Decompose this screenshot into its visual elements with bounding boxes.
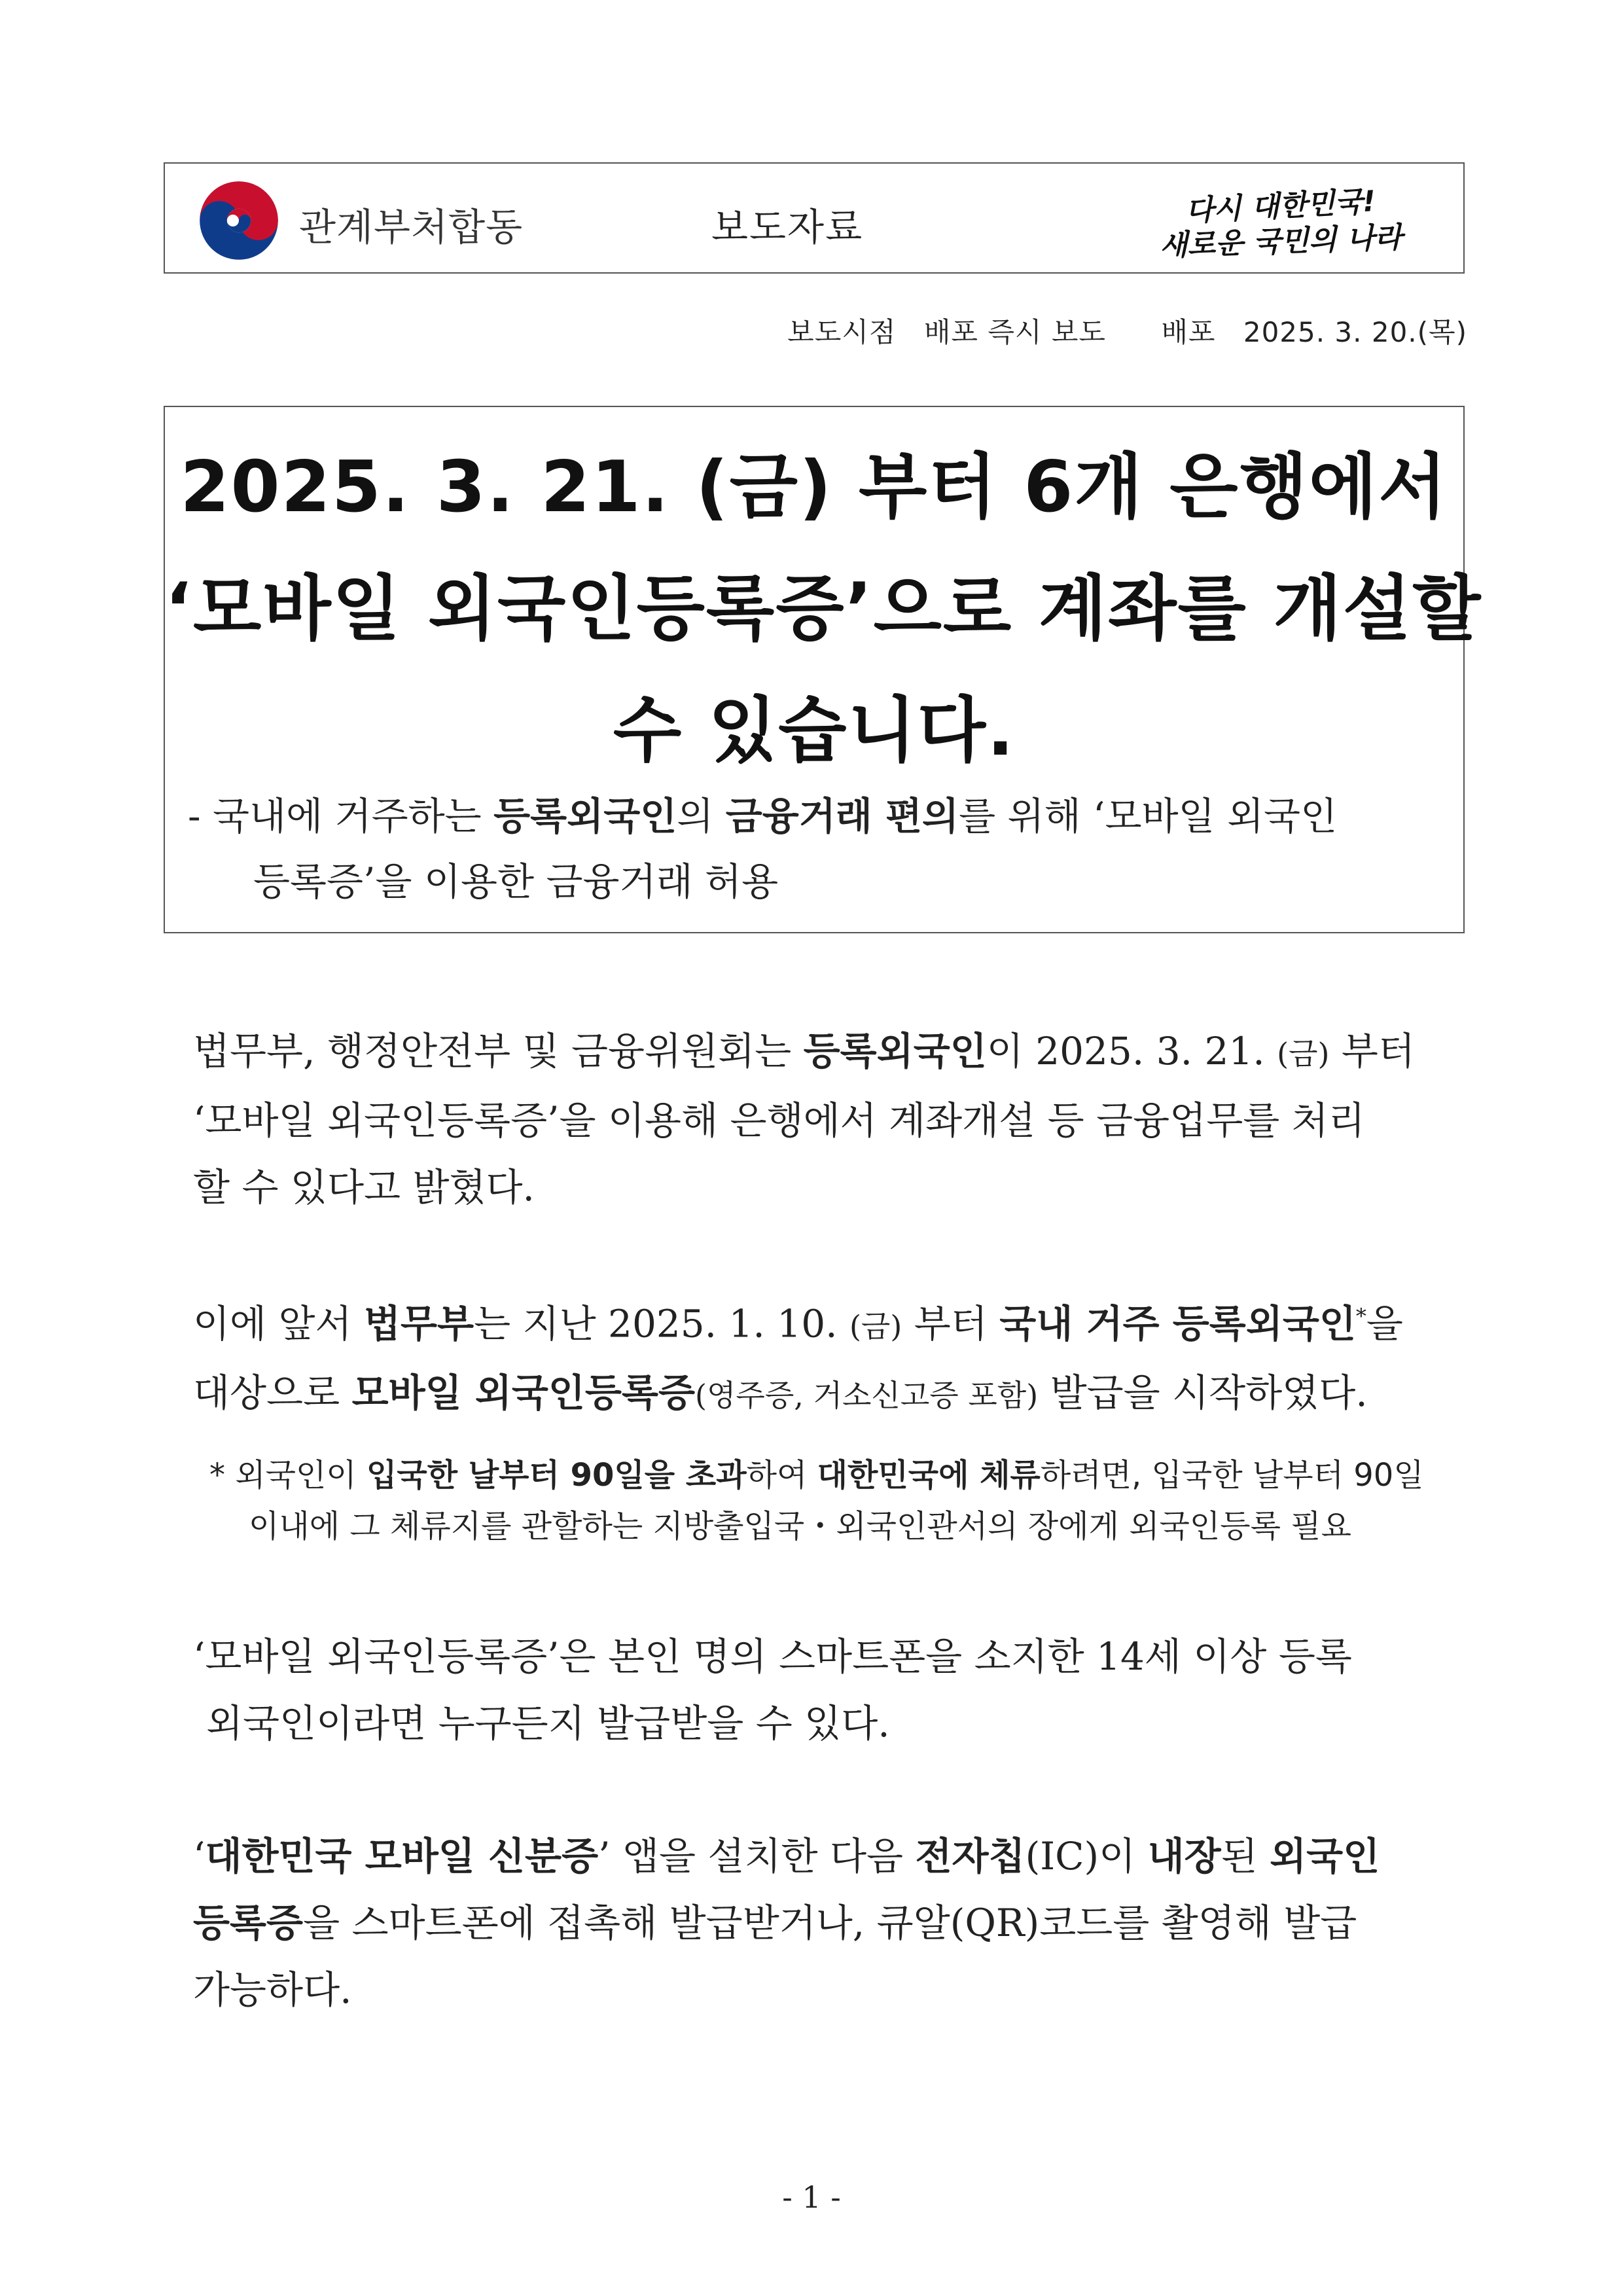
press-release-label: 보도자료	[711, 205, 864, 249]
text: * 외국인이	[209, 1457, 366, 1494]
paragraph-4-line-2	[193, 1890, 1466, 1956]
agency-name: 관계부처합동	[299, 205, 524, 249]
subtitle-text: 의	[677, 794, 726, 838]
text: (IC)이	[1025, 1834, 1148, 1878]
subtitle-bold: 금융거래 편의	[725, 794, 959, 838]
bold-text: 국내 거주 등록외국인	[999, 1301, 1356, 1346]
paragraph-1-line-1	[193, 1018, 1466, 1087]
headline-line-2: ‘모바일 외국인등록증’으로 계좌를 개설할	[165, 568, 1482, 650]
text: 발급을 시작하였다.	[1038, 1371, 1368, 1416]
footnote-line-1	[209, 1450, 1466, 1501]
slogan-logo	[1147, 178, 1421, 263]
text: 된	[1221, 1834, 1270, 1878]
paragraph-4	[193, 1823, 1466, 2023]
weekday: (금)	[849, 1308, 902, 1344]
release-timing-value: 배포 즉시 보도	[923, 316, 1106, 348]
parenthetical: (영주증, 거소신고증 포함)	[695, 1378, 1039, 1414]
headline-line-3: 수 있습니다.	[613, 690, 1016, 772]
headline	[165, 427, 1482, 792]
bold-text: 내장	[1147, 1834, 1221, 1878]
paragraph-1	[193, 1018, 1466, 1221]
slogan-line-2: 새로운 국민의 나라	[1159, 221, 1403, 263]
footnote-marker: *	[1355, 1304, 1366, 1329]
paragraph-3	[193, 1623, 1466, 1757]
paragraph-4-line-1	[193, 1823, 1466, 1890]
paragraph-2-line-2	[193, 1359, 1466, 1429]
subtitle-bold: 등록외국인	[493, 794, 677, 838]
bold-text: 외국인	[1270, 1834, 1380, 1878]
bold-text: 입국한 날부터 90일을 초과	[366, 1457, 747, 1494]
paragraph-1-line-3: 할 수 있다고 밝혔다.	[193, 1165, 535, 1210]
paragraph-2	[193, 1283, 1466, 1429]
text: 는 지난 2025. 1. 10.	[474, 1301, 849, 1346]
paragraph-3-line-2: 외국인이라면 누구든지 발급받을 수 있다.	[206, 1701, 890, 1746]
text: 대상으로	[193, 1371, 352, 1416]
text: 이에 앞서	[193, 1301, 364, 1346]
text: ‘	[193, 1834, 205, 1878]
paragraph-3-line-1: ‘모바일 외국인등록증’은 본인 명의 스마트폰을 소지한 14세 이상 등록	[193, 1634, 1352, 1679]
subtitle-text: 를 위해 ‘모바일 외국인	[959, 794, 1338, 838]
text: 법무부, 행정안전부 및 금융위원회는	[193, 1029, 804, 1073]
text: 이 2025. 3. 21.	[986, 1029, 1277, 1073]
subtitle-line-2: 등록증’을 이용한 금융거래 허용	[253, 859, 779, 904]
paragraph-4-line-3: 가능하다.	[193, 1967, 352, 2012]
paragraph-2-line-1	[193, 1283, 1466, 1359]
text: 을	[1366, 1301, 1403, 1346]
slogan-line-1: 다시 대한민국!	[1185, 185, 1377, 228]
taegeuk-emblem-icon	[196, 178, 281, 263]
bold-text: 등록외국인	[803, 1029, 987, 1073]
bold-text: 대한민국 모바일 신분증	[205, 1834, 599, 1878]
headline-line-1: 2025. 3. 21. (금) 부터 6개 은행에서	[180, 446, 1448, 528]
bold-text: 모바일 외국인등록증	[351, 1371, 696, 1416]
release-date-value: 2025. 3. 20.(목)	[1243, 316, 1467, 348]
subtitle-line-1	[188, 783, 1444, 849]
bold-text: 법무부	[364, 1301, 474, 1346]
text: 하여	[746, 1457, 817, 1494]
text: 을 스마트폰에 접촉해 발급받거나, 큐알(QR)코드를 촬영해 발급	[303, 1901, 1357, 1945]
title-box	[164, 406, 1482, 933]
header-box	[164, 162, 1465, 274]
text: 부터	[902, 1301, 1000, 1346]
release-timing-label: 보도시점	[787, 316, 897, 348]
text: 부터	[1329, 1029, 1415, 1073]
text: 하려면, 입국한 날부터 90일	[1040, 1457, 1424, 1494]
weekday: (금)	[1277, 1036, 1330, 1071]
footnote-line-2: 이내에 그 체류지를 관할하는 지방출입국・외국인관서의 장에게 외국인등록 필요	[249, 1508, 1351, 1545]
bold-text: 대한민국에 체류	[817, 1457, 1041, 1494]
page-number: - 1 -	[782, 2179, 841, 2215]
subtitle	[188, 783, 1444, 914]
paragraph-1-line-2: ‘모바일 외국인등록증’을 이용해 은행에서 계좌개설 등 금융업무를 처리	[193, 1098, 1365, 1143]
release-info	[769, 311, 1467, 350]
release-date-label: 배포	[1161, 316, 1216, 348]
bold-text: 전자칩	[915, 1834, 1026, 1878]
text: ’ 앱을 설치한 다음	[598, 1834, 916, 1878]
bold-text: 등록증	[193, 1901, 304, 1945]
footnote	[209, 1450, 1466, 1552]
subtitle-text: - 국내에 거주하는	[188, 794, 494, 838]
